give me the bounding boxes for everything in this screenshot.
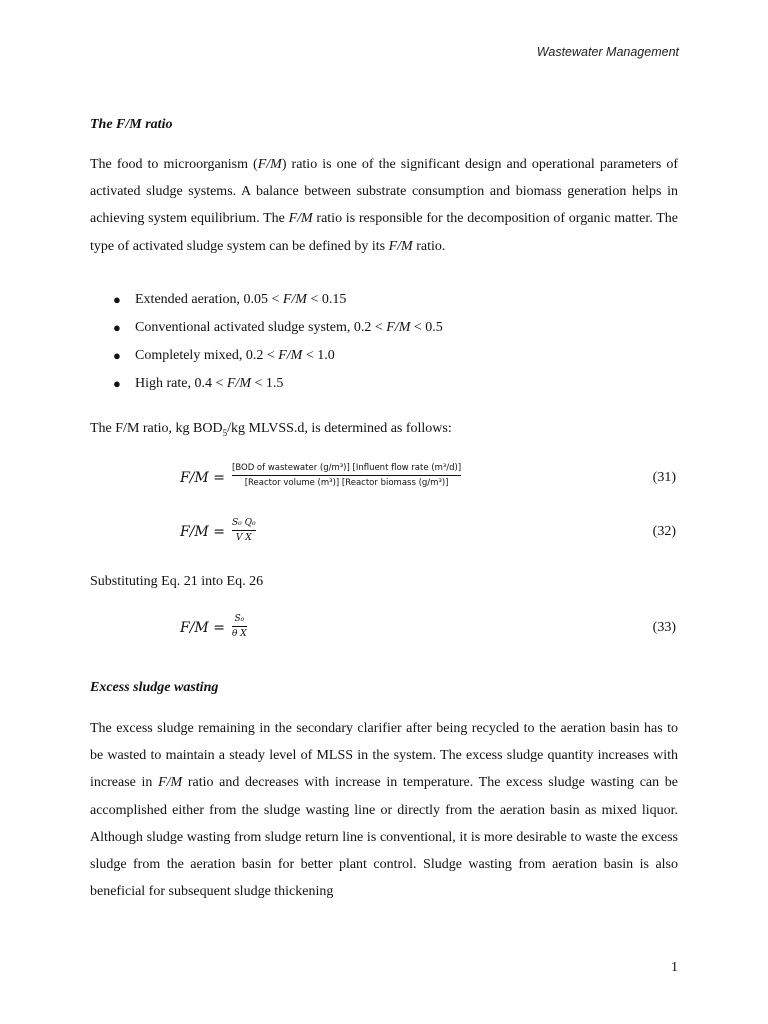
- fm-intro-paragraph: The food to microorganism (F/M) ratio is one of the significant design and operational parameters of activated sludge systems. A balance between substrate consumption and biomass generation helps in achieving system equilibrium. The F/M ratio is responsible for the decomposition of organic matter. The type of activated sludge system can be defined by its F/M ratio.: [90, 157, 678, 254]
- equation-33-fraction: [232, 614, 247, 639]
- substitution-sentence: Substituting Eq. 21 into Eq. 26: [90, 574, 264, 589]
- section-heading-fm-ratio: The F/M ratio: [90, 117, 173, 132]
- running-header: Wastewater Management: [536, 45, 679, 59]
- fm-range-list: [90, 290, 443, 402]
- bullet-icon: ●: [113, 376, 121, 391]
- excess-sludge-paragraph: The excess sludge remaining in the secondary clarifier after being recycled to the aeration basin has to be wasted to maintain a steady level of MLSS in the system. The excess sludge quantity increases with increase in F/M ratio and decreases with increase in temperature. The excess sludge wasting can be accomplished either from the sludge wasting line or directly from the aeration basin as mixed liquor. Although sludge wasting from sludge return line is conventional, it is more desirable to waste the excess sludge from the aeration basin for better plant control. Sludge wasting from aeration basin is also beneficial for subsequent sludge thickening: [90, 721, 678, 900]
- bullet-icon: ●: [113, 292, 121, 307]
- equation-32-lhs: F/M =: [180, 524, 225, 540]
- equation-31-denominator: [Reactor volume (m³)] [Reactor biomass (g/m³)]: [244, 478, 449, 488]
- equation-33-number: (33): [652, 620, 676, 635]
- equation-32-numerator: S₀ Q₀: [232, 518, 256, 531]
- equation-33-numerator: S₀: [232, 614, 247, 627]
- equation-32-fraction: [232, 518, 256, 543]
- fm-determination-sentence: The F/M ratio, kg $BOD_5/kg$ MLVSS.d, is determined as follows:: [90, 421, 452, 438]
- equation-32-denominator: V X: [235, 533, 252, 543]
- bullet-icon: ●: [113, 348, 121, 363]
- equation-31-fraction: [232, 463, 461, 488]
- list-item: ● High rate, 0.4 < F/M < 1.5: [90, 374, 443, 402]
- bullet-icon: ●: [113, 320, 121, 335]
- equation-33-denominator: θ X: [232, 629, 247, 639]
- list-item: ● Extended aeration, 0.05 < F/M < 0.15: [90, 290, 443, 318]
- list-item: ● Completely mixed, 0.2 < F/M < 1.0: [90, 346, 443, 374]
- equation-33-lhs: F/M =: [180, 620, 225, 636]
- equation-31-numerator: [BOD of wastewater (g/m³)] [Influent flow rate (m³/d)]: [232, 463, 461, 476]
- equation-32-number: (32): [652, 524, 676, 539]
- section-heading-excess-sludge: Excess sludge wasting: [90, 680, 219, 695]
- page-number: 1: [671, 960, 678, 975]
- equation-31-number: (31): [652, 470, 676, 485]
- equation-31-lhs: F/M =: [180, 470, 225, 486]
- list-item: ● Conventional activated sludge system, 0.2 < F/M < 0.5: [90, 318, 443, 346]
